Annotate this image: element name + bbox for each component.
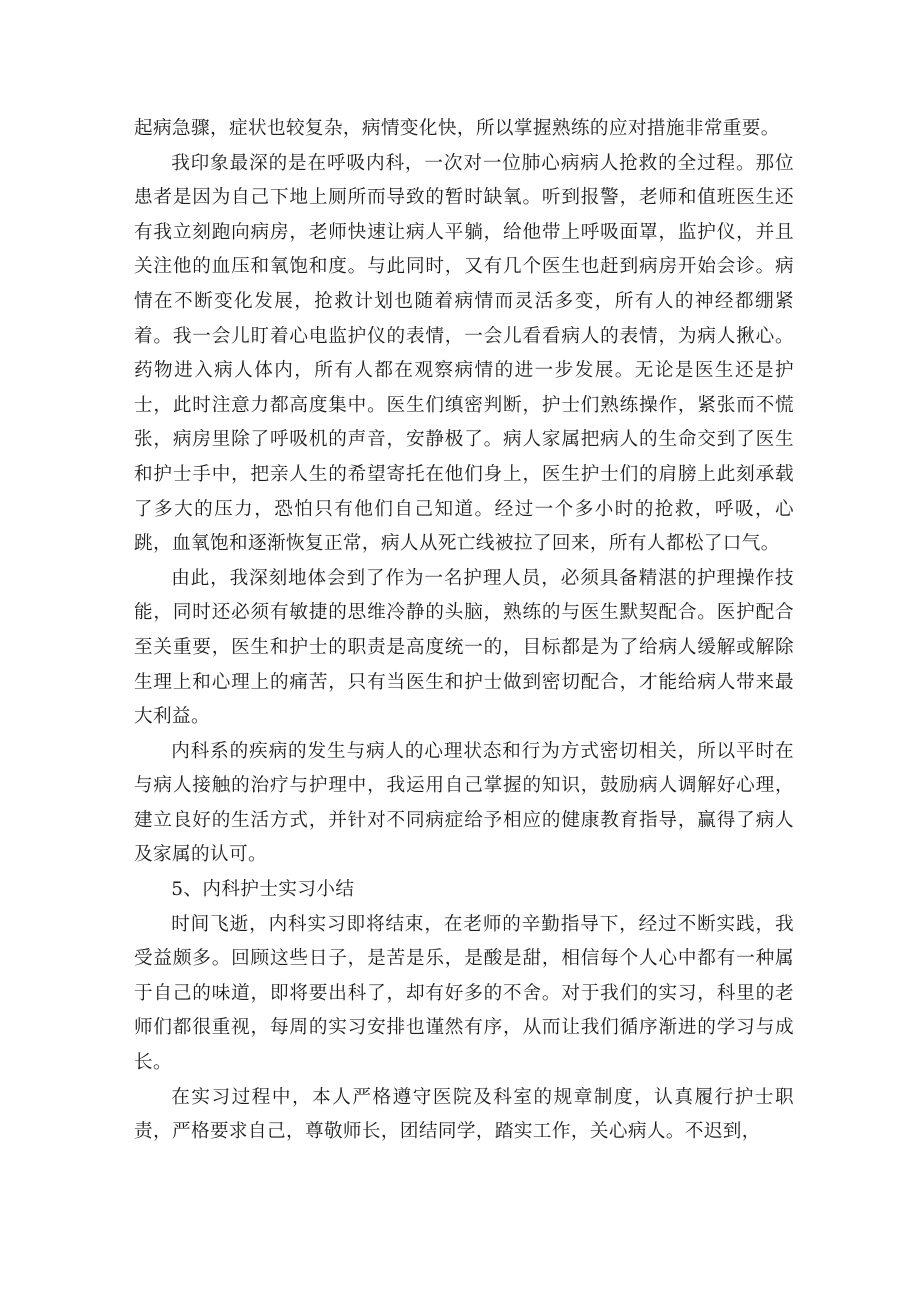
- paragraph-reflection: 由此，我深刻地体会到了作为一名护理人员，必须具备精湛的护理操作技能，同时还必须有敏捷的思维冷静的头脑，熟练的与医生默契配合。医护配合至关重要，医生和护士的职责是高度统一的，目标都是为了给病人缓解或解除生理上和心理上的痛苦，只有当医生和护士做到密切配合，才能给病人带来最大利益。: [134, 567, 794, 728]
- document-body: [134, 112, 794, 1150]
- paragraph-psychology: 内科系的疾病的发生与病人的心理状态和行为方式密切相关，所以平时在与病人接触的治疗与护理中，我运用自己掌握的知识，鼓励病人调解好心理，建立良好的生活方式，并针对不同病症给予相应的健康教育指导，赢得了病人及家属的认可。: [134, 740, 794, 866]
- paragraph-rescue-story: 我印象最深的是在呼吸内科，一次对一位肺心病病人抢救的全过程。那位患者是因为自己下地上厕所而导致的暂时缺氧。听到报警，老师和值班医生还有我立刻跑向病房，老师快速让病人平躺，给他带上呼吸面罩，监护仪，并且关注他的血压和氧饱和度。与此同时，又有几个医生也赶到病房开始会诊。病情在不断变化发展，抢救计划也随着病情而灵活多变，所有人的神经都绷紧着。我一会儿盯着心电监护仪的表情，一会儿看看病人的表情，为病人揪心。药物进入病人体内，所有人都在观察病情的进一步发展。无论是医生还是护士，此时注意力都高度集中。医生们缜密判断，护士们熟练操作，紧张而不慌张，病房里除了呼吸机的声音，安静极了。病人家属把病人的生命交到了医生和护士手中，把亲人生的希望寄托在他们身上，医生护士们的肩膀上此刻承载了多大的压力，恐怕只有他们自己知道。经过一个多小时的抢救，呼吸，心跳，血氧饱和逐渐恢复正常，病人从死亡线被拉了回来，所有人都松了口气。: [134, 152, 794, 555]
- paragraph-summary-conduct: 在实习过程中，本人严格遵守医院及科室的规章制度，认真履行护士职责，严格要求自己，尊敬师长，团结同学，踏实工作，关心病人。不迟到，: [134, 1086, 794, 1143]
- paragraph-continued: 起病急骤，症状也较复杂，病情变化快，所以掌握熟练的应对措施非常重要。: [134, 118, 780, 139]
- section-heading: 5、内科护士实习小结: [171, 879, 355, 901]
- paragraph-summary-intro: 时间飞逝，内科实习即将结束，在老师的辛勤指导下，经过不断实践，我受益颇多。回顾这些日子，是苦是乐，是酸是甜，相信每个人心中都有一种属于自己的味道，即将要出科了，却有好多的不舍。对于我们的实习，科里的老师们都很重视，每周的实习安排也谨然有序，从而让我们循序渐进的学习与成长。: [134, 913, 794, 1074]
